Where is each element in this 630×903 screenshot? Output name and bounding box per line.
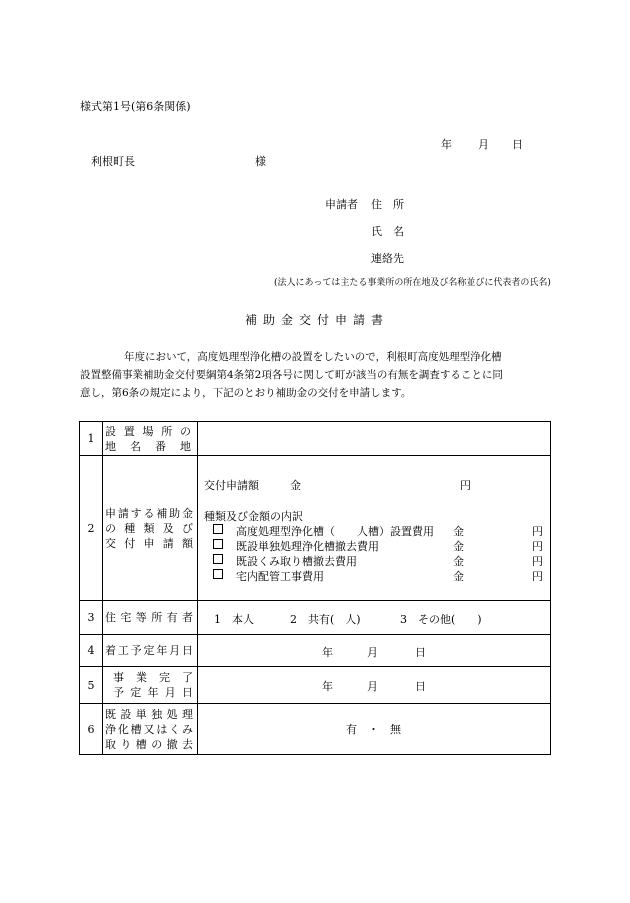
row-start-date <box>80 635 551 667</box>
breakdown-item-text: 既設単独処理浄化槽撤去費用 <box>236 540 379 553</box>
breakdown-title: 種類及び金額の内訳 <box>204 510 303 523</box>
document-title: 補助金交付申請書 <box>245 313 390 327</box>
checkbox[interactable] <box>213 554 223 564</box>
amount-kin: 金 <box>290 479 301 492</box>
item-yen: 円 <box>532 570 543 583</box>
breakdown-item <box>213 538 223 551</box>
address-label: 住 所 <box>371 198 404 211</box>
item-kin: 金 <box>453 555 464 568</box>
completion-date-field[interactable] <box>198 667 551 704</box>
form-number: 様式第1号(第6条関係) <box>80 100 191 113</box>
completion-month: 月 <box>367 680 378 693</box>
date-month: 月 <box>478 138 489 151</box>
start-month: 月 <box>367 646 378 659</box>
contact-label: 連絡先 <box>371 252 404 265</box>
row-number: 1 <box>80 422 103 456</box>
breakdown-item <box>213 523 223 536</box>
subsidy-amount-field[interactable] <box>198 456 551 601</box>
item-yen: 円 <box>532 555 543 568</box>
start-date-label: 着工予定年月日 <box>103 635 198 667</box>
row-number: 4 <box>80 635 103 667</box>
item-kin: 金 <box>453 570 464 583</box>
item-yen: 円 <box>532 525 543 538</box>
item-kin: 金 <box>453 525 464 538</box>
owner-field[interactable] <box>198 601 551 635</box>
body-line-3: 意し，第6条の規定により，下記のとおり補助金の交付を申請します。 <box>80 387 412 399</box>
body-line-1: 年度において，高度処理型浄化槽の設置をしたいので，利根町高度処理型浄化槽 <box>124 351 502 363</box>
breakdown-item <box>213 568 223 581</box>
amount-label: 交付申請額 <box>204 479 259 492</box>
name-label: 氏 名 <box>371 225 404 238</box>
row-installation-site <box>80 422 551 456</box>
row-number: 2 <box>80 456 103 601</box>
owner-option-other[interactable]: 3 その他( ) <box>400 613 482 626</box>
date-year: 年 <box>441 138 452 151</box>
removal-label: 既設単独処理 浄化槽又はくみ 取り槽の撤去 <box>103 704 198 755</box>
completion-day: 日 <box>415 680 426 693</box>
owner-option-shared[interactable]: 2 共有( 人) <box>290 613 361 626</box>
row-subsidy-amount <box>80 456 551 601</box>
row-removal <box>80 704 551 755</box>
row-number: 6 <box>80 704 103 755</box>
checkbox[interactable] <box>213 569 223 579</box>
start-date-field[interactable] <box>198 635 551 667</box>
body-line-2: 設置整備事業補助金交付要綱第4条第2項各号に関して町が該当の有無を調査することに同 <box>80 369 503 381</box>
checkbox[interactable] <box>213 524 223 534</box>
item-yen: 円 <box>532 540 543 553</box>
start-year: 年 <box>322 646 333 659</box>
completion-date-label: 事業完了 予定年月日 <box>103 667 198 704</box>
owner-option-self[interactable]: 1 本人 <box>214 613 254 626</box>
checkbox[interactable] <box>213 539 223 549</box>
breakdown-item-text: 高度処理型浄化槽（ 人槽）設置費用 <box>236 525 434 538</box>
amount-yen: 円 <box>460 479 471 492</box>
honorific: 様 <box>255 155 266 168</box>
addressee: 利根町長 <box>91 155 135 168</box>
removal-field[interactable] <box>198 704 551 755</box>
breakdown-item-text: 宅内配管工事費用 <box>236 570 324 583</box>
installation-site-field[interactable] <box>198 422 551 456</box>
item-kin: 金 <box>453 540 464 553</box>
installation-site-label: 設置場所の 地名番地 <box>103 422 198 456</box>
start-day: 日 <box>415 646 426 659</box>
application-table <box>79 421 551 755</box>
row-owner <box>80 601 551 635</box>
corporation-note: (法人にあっては主たる事業所の所在地及び名称並びに代表者の氏名) <box>274 278 551 288</box>
row-completion-date <box>80 667 551 704</box>
removal-value[interactable]: 有 ・ 無 <box>346 723 401 736</box>
date-day: 日 <box>512 138 523 151</box>
row-number: 3 <box>80 601 103 635</box>
row-number: 5 <box>80 667 103 704</box>
breakdown-item-text: 既設くみ取り槽撤去費用 <box>236 555 357 568</box>
completion-year: 年 <box>322 680 333 693</box>
subsidy-type-label: 申請する補助金 の種類及び 交付申請額 <box>103 456 198 601</box>
applicant-label: 申請者 <box>325 198 358 211</box>
owner-label: 住宅等所有者 <box>103 601 198 635</box>
breakdown-item <box>213 553 223 566</box>
